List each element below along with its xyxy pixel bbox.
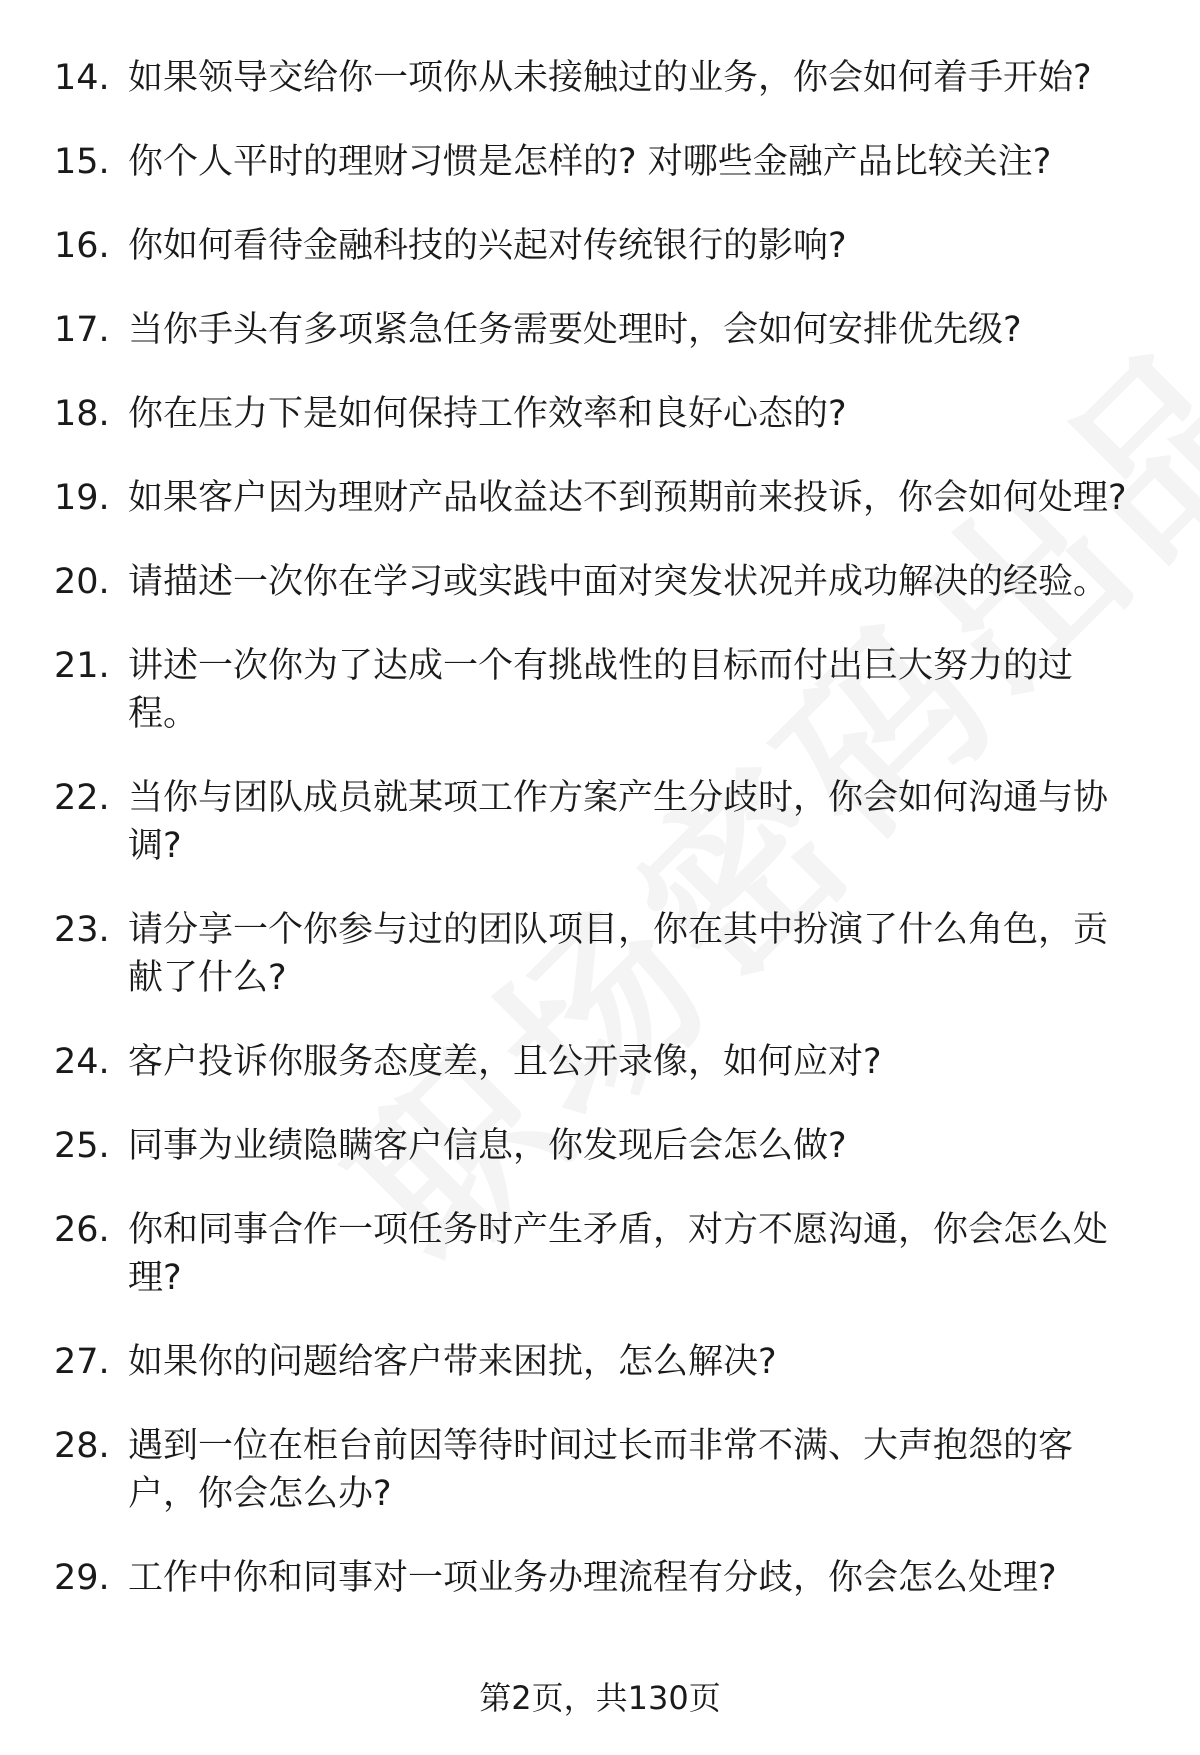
question-text: 遇到一位在柜台前因等待时间过长而非常不满、大声抱怨的客户，你会怎么办? xyxy=(128,1426,1074,1514)
question-text: 同事为业绩隐瞒客户信息，你发现后会怎么做? xyxy=(128,1126,847,1166)
question-item xyxy=(0,390,1200,438)
question-text: 如果客户因为理财产品收益达不到预期前来投诉，你会如何处理? xyxy=(128,478,1127,518)
question-text: 如果你的问题给客户带来困扰，怎么解决? xyxy=(128,1342,777,1382)
question-item xyxy=(0,1206,1200,1302)
question-number: 23. xyxy=(54,910,110,950)
question-item xyxy=(0,1422,1200,1518)
question-text: 讲述一次你为了达成一个有挑战性的目标而付出巨大努力的过程。 xyxy=(128,646,1074,734)
question-text: 你个人平时的理财习惯是怎样的? 对哪些金融产品比较关注? xyxy=(128,142,1052,182)
question-number: 29. xyxy=(54,1558,110,1598)
question-number: 20. xyxy=(54,562,110,602)
question-number: 14. xyxy=(54,58,110,98)
question-text: 请描述一次你在学习或实践中面对突发状况并成功解决的经验。 xyxy=(128,562,1109,602)
question-item xyxy=(0,906,1200,1002)
question-number: 17. xyxy=(54,310,110,350)
question-number: 24. xyxy=(54,1042,110,1082)
question-item xyxy=(0,54,1200,102)
question-number: 26. xyxy=(54,1210,110,1250)
question-number: 21. xyxy=(54,646,110,686)
question-text: 当你手头有多项紧急任务需要处理时，会如何安排优先级? xyxy=(128,310,1022,350)
question-item xyxy=(0,774,1200,870)
question-text: 你和同事合作一项任务时产生矛盾，对方不愿沟通，你会怎么处理? xyxy=(128,1210,1109,1298)
question-number: 18. xyxy=(54,394,110,434)
question-item xyxy=(0,138,1200,186)
question-item xyxy=(0,558,1200,606)
question-text: 当你与团队成员就某项工作方案产生分歧时，你会如何沟通与协调? xyxy=(128,778,1109,866)
question-text: 工作中你和同事对一项业务办理流程有分歧，你会怎么处理? xyxy=(128,1558,1057,1598)
question-text: 请分享一个你参与过的团队项目，你在其中扮演了什么角色，贡献了什么? xyxy=(128,910,1109,998)
question-number: 28. xyxy=(54,1426,110,1466)
question-number: 22. xyxy=(54,778,110,818)
question-number: 15. xyxy=(54,142,110,182)
question-number: 27. xyxy=(54,1342,110,1382)
question-item xyxy=(0,1122,1200,1170)
question-item xyxy=(0,642,1200,738)
question-item xyxy=(0,1338,1200,1386)
page-footer xyxy=(0,1676,1200,1720)
question-number: 25. xyxy=(54,1126,110,1166)
page-number-label: 第2页，共130页 xyxy=(479,1679,721,1717)
question-item xyxy=(0,1038,1200,1086)
question-item xyxy=(0,222,1200,270)
question-item xyxy=(0,306,1200,354)
question-text: 如果领导交给你一项你从未接触过的业务，你会如何着手开始? xyxy=(128,58,1092,98)
question-text: 客户投诉你服务态度差，且公开录像，如何应对? xyxy=(128,1042,882,1082)
question-number: 19. xyxy=(54,478,110,518)
question-item xyxy=(0,1554,1200,1602)
question-item xyxy=(0,474,1200,522)
question-list xyxy=(0,54,1200,1638)
question-text: 你在压力下是如何保持工作效率和良好心态的? xyxy=(128,394,847,434)
question-number: 16. xyxy=(54,226,110,266)
question-text: 你如何看待金融科技的兴起对传统银行的影响? xyxy=(128,226,847,266)
